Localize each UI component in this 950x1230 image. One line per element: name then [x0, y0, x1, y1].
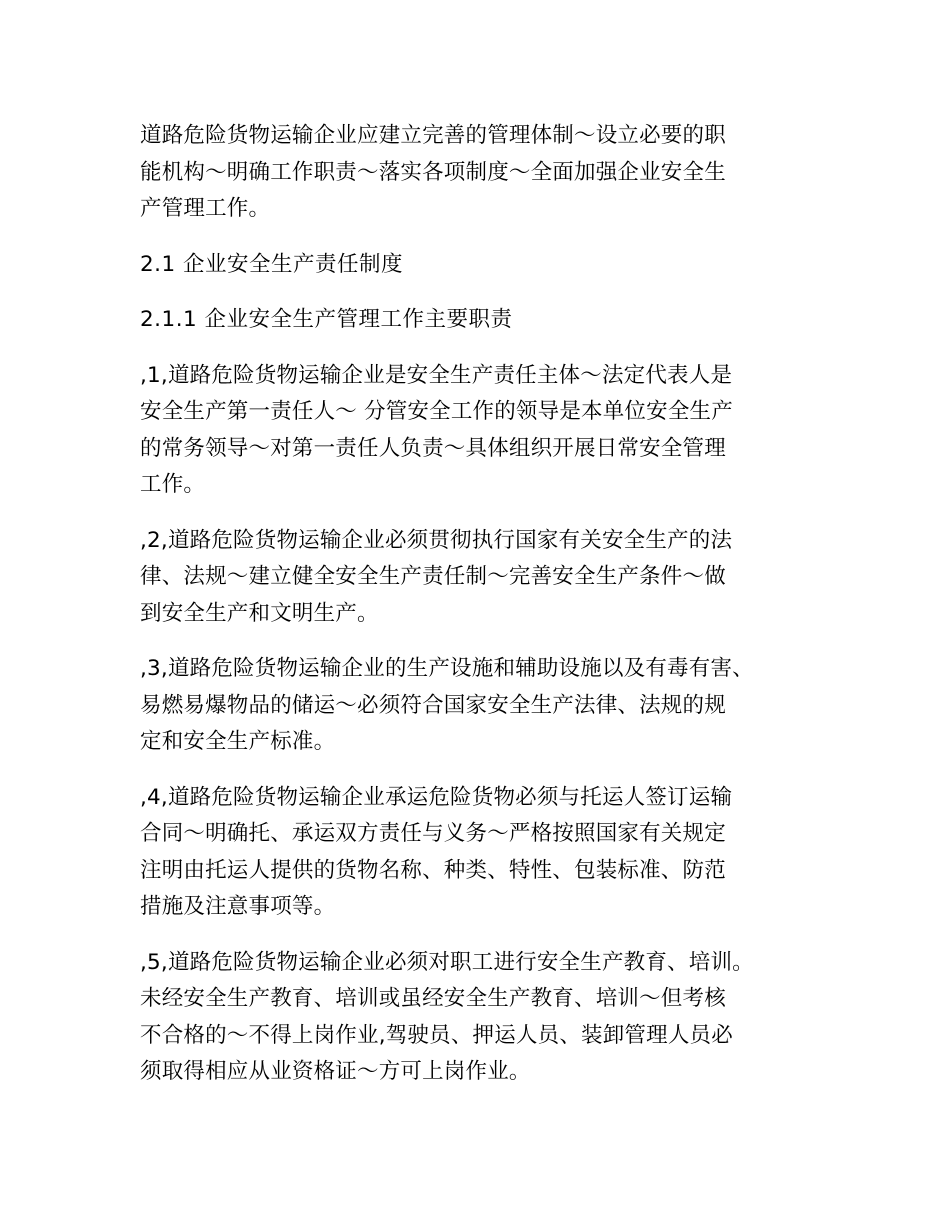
text-line: 的常务领导～对第一责任人负责～具体组织开展日常安全管理	[140, 435, 726, 461]
list-item	[140, 358, 820, 504]
intro-paragraph	[140, 118, 820, 228]
text-line: ,5,道路危险货物运输企业必须对职工进行安全生产教育、培训。	[140, 949, 754, 975]
text-line: ,4,道路危险货物运输企业承运危险货物必须与托运人签订运输	[140, 784, 733, 810]
text-line: 安全生产第一责任人～ 分管安全工作的领导是本单位安全生产	[140, 399, 733, 424]
text-line: ,3,道路危险货物运输企业的生产设施和辅助设施以及有毒有害、	[140, 656, 754, 681]
text-line: 不合格的～不得上岗作业,驾驶员、押运人员、装卸管理人员必	[140, 1022, 733, 1048]
text-line: 产管理工作。	[140, 196, 271, 221]
text-line: 合同～明确托、承运双方责任与义务～严格按照国家有关规定	[140, 821, 726, 846]
list-item	[140, 523, 820, 633]
text-line: 能机构～明确工作职责～落实各项制度～全面加强企业安全生	[140, 159, 726, 185]
text-line: ,1,道路危险货物运输企业是安全生产责任主体～法定代表人是	[140, 362, 733, 388]
document-body	[140, 118, 820, 1110]
list-item	[140, 780, 820, 926]
text-line: 律、法规～建立健全安全生产责任制～完善安全生产条件～做	[140, 564, 726, 589]
text-line: 易燃易爆物品的储运～必须符合国家安全生产法律、法规的规	[140, 692, 726, 718]
text-line: 定和安全生产标准。	[140, 729, 336, 754]
text-line: 未经安全生产教育、培训或虽经安全生产教育、培训～但考核	[140, 986, 726, 1011]
text-line: ,2,道路危险货物运输企业必须贯彻执行国家有关安全生产的法	[140, 527, 733, 553]
section-heading: 2.1 企业安全生产责任制度	[140, 251, 404, 277]
text-line: 到安全生产和文明生产。	[140, 600, 379, 626]
text-line: 工作。	[140, 472, 206, 497]
list-item	[140, 945, 820, 1091]
text-line: 道路危险货物运输企业应建立完善的管理体制～设立必要的职	[140, 123, 726, 148]
subsection-heading: 2.1.1 企业安全生产管理工作主要职责	[140, 307, 513, 332]
text-line: 措施及注意事项等。	[140, 894, 336, 919]
list-item	[140, 651, 820, 761]
text-line: 须取得相应从业资格证～方可上岗作业。	[140, 1059, 531, 1084]
text-line: 注明由托运人提供的货物名称、种类、特性、包装标准、防范	[140, 857, 726, 883]
